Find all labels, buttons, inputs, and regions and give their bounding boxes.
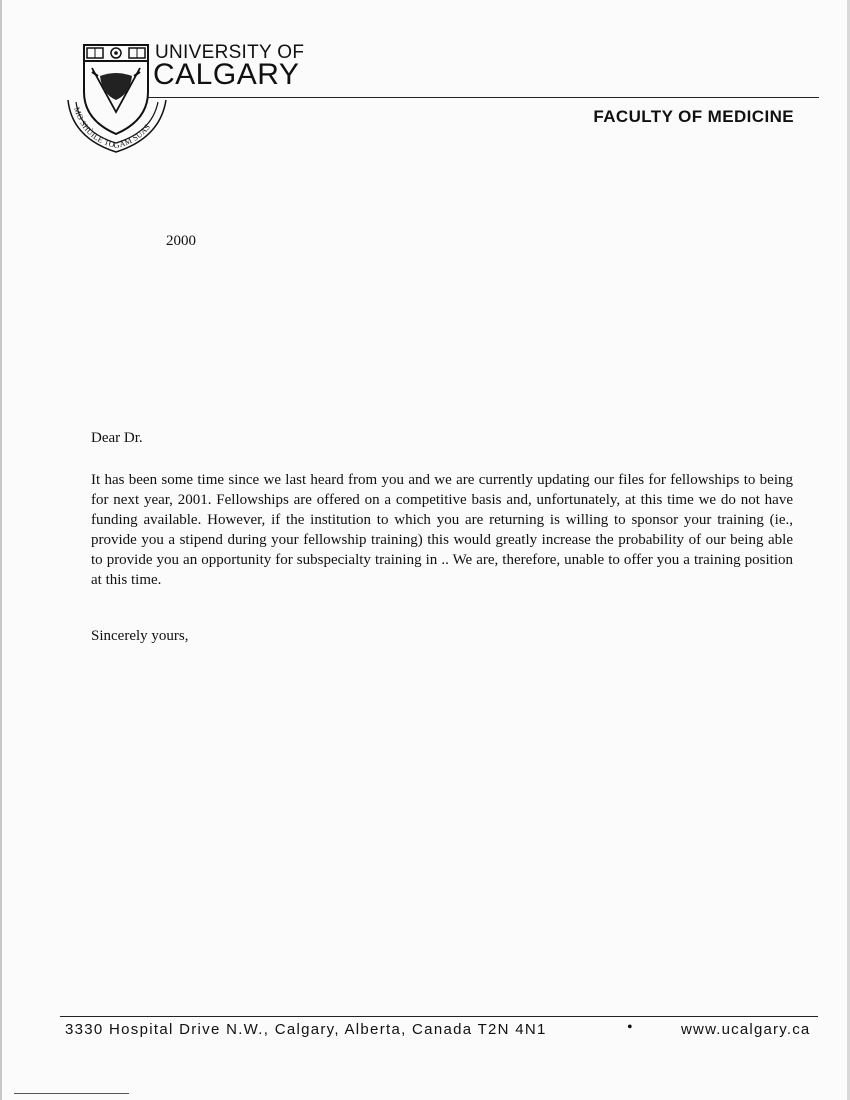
letter-body: It has been some time since we last heard from you and we are currently updating our files for fellowships to being for next year, 2001. Fellowships are offered on a competitive basis and, unfortunately, at this time we do not have funding available. However, if the institution to which you are returning is willing to sponsor your training (ie., provide you a stipend during your fellowship training) this would greatly increase the probability of our being able to provide you an opportunity for subspecialty training in .. We are, therefore, unable to offer you a training position at this time. xyxy=(91,472,793,588)
scan-edge-mark xyxy=(14,1093,129,1094)
page-left-edge xyxy=(0,0,2,1100)
footer-bullet: • xyxy=(627,1019,633,1036)
footer-address: 3330 Hospital Drive N.W., Calgary, Alberta, Canada T2N 4N1 xyxy=(65,1021,547,1038)
crest-motto: MO SHÙILE TOGAM SUAS xyxy=(72,105,153,151)
header-divider xyxy=(148,97,819,98)
letter-salutation: Dear Dr. xyxy=(91,430,143,446)
letter-closing: Sincerely yours, xyxy=(91,628,189,644)
faculty-name: FACULTY OF MEDICINE xyxy=(593,107,794,126)
university-name-line2: CALGARY xyxy=(153,58,300,91)
footer-website: www.ucalgary.ca xyxy=(681,1021,811,1038)
footer-divider xyxy=(60,1016,818,1017)
svg-text:MO SHÙILE TOGAM SUAS xyxy=(72,106,152,150)
university-name-line1: UNIVERSITY OF xyxy=(155,42,305,63)
letter-date: 2000 xyxy=(166,233,196,249)
